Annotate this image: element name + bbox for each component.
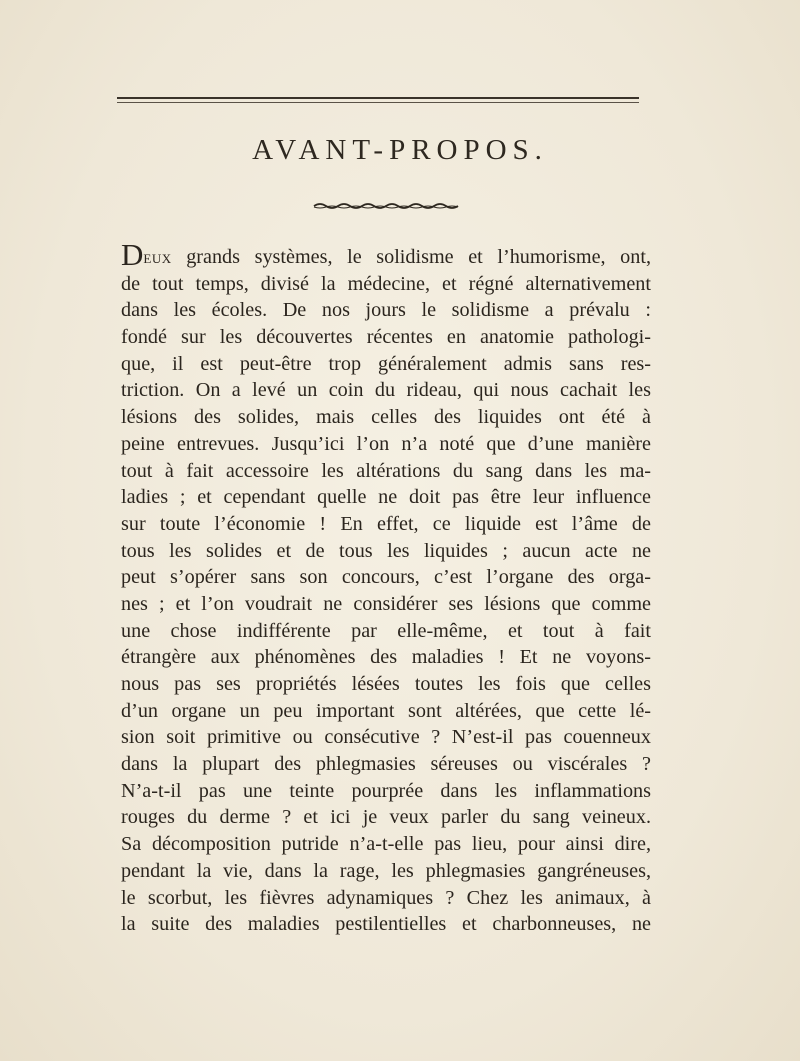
body-text bbox=[121, 237, 651, 938]
text-line: étrangère aux phénomènes des maladies ! Et ne voyons- bbox=[121, 646, 651, 669]
text-line: que, il est peut-être trop généralement admis sans res- bbox=[121, 352, 651, 375]
text-line: lésions des solides, mais celles des liquides ont été à bbox=[121, 406, 651, 429]
text-line: sur toute l’économie ! En effet, ce liquide est l’âme de bbox=[121, 512, 651, 535]
text-line: sion soit primitive ou consécutive ? N’est-il pas couenneux bbox=[121, 726, 651, 749]
text-line: dans les écoles. De nos jours le solidisme a prévalu : bbox=[121, 299, 651, 322]
text-line: la suite des maladies pestilentielles et charbonneuses, ne bbox=[121, 913, 651, 936]
text-line: dans la plupart des phlegmasies séreuses ou viscérales ? bbox=[121, 753, 651, 776]
text-line: une chose indifférente par elle-même, et tout à fait bbox=[121, 619, 651, 642]
text-line: de tout temps, divisé la médecine, et régné alternativement bbox=[121, 272, 651, 295]
first-line-rest: grands systèmes, le solidisme et l’humorisme, ont, bbox=[186, 246, 651, 268]
first-word-smallcaps: eux bbox=[143, 247, 172, 267]
page-title: AVANT-PROPOS. bbox=[252, 134, 548, 166]
text-line: ladies ; et cependant quelle ne doit pas être leur influence bbox=[121, 486, 651, 509]
text-line: pendant la vie, dans la rage, les phlegmasies gangréneuses, bbox=[121, 859, 651, 882]
header-rule-thin bbox=[117, 102, 639, 103]
text-line-first bbox=[121, 237, 651, 272]
header-rule bbox=[117, 97, 639, 99]
text-line: Sa décomposition putride n’a-t-elle pas lieu, pour ainsi dire, bbox=[121, 833, 651, 856]
text-line: peut s’opérer sans son concours, c’est l’organe des orga- bbox=[121, 566, 651, 589]
ornament-divider-icon bbox=[312, 201, 462, 211]
text-line: le scorbut, les fièvres adynamiques ? Chez les animaux, à bbox=[121, 886, 651, 909]
text-line: fondé sur les découvertes récentes en anatomie pathologi- bbox=[121, 326, 651, 349]
text-line: tout à fait accessoire les altérations du sang dans les ma- bbox=[121, 459, 651, 482]
text-line: rouges du derme ? et ici je veux parler du sang veineux. bbox=[121, 806, 651, 829]
text-line: peine entrevues. Jusqu’ici l’on n’a noté que d’une manière bbox=[121, 432, 651, 455]
text-line: tous les solides et de tous les liquides ; aucun acte ne bbox=[121, 539, 651, 562]
text-line: triction. On a levé un coin du rideau, qui nous cachait les bbox=[121, 379, 651, 402]
text-line: nous pas ses propriétés lésées toutes les fois que celles bbox=[121, 673, 651, 695]
text-line: nes ; et l’on voudrait ne considérer ses lésions que comme bbox=[121, 592, 651, 615]
text-line: d’un organe un peu important sont altérées, que cette lé- bbox=[121, 699, 651, 722]
text-line: N’a-t-il pas une teinte pourprée dans les inflammations bbox=[121, 779, 651, 802]
drop-cap: D bbox=[121, 237, 144, 272]
